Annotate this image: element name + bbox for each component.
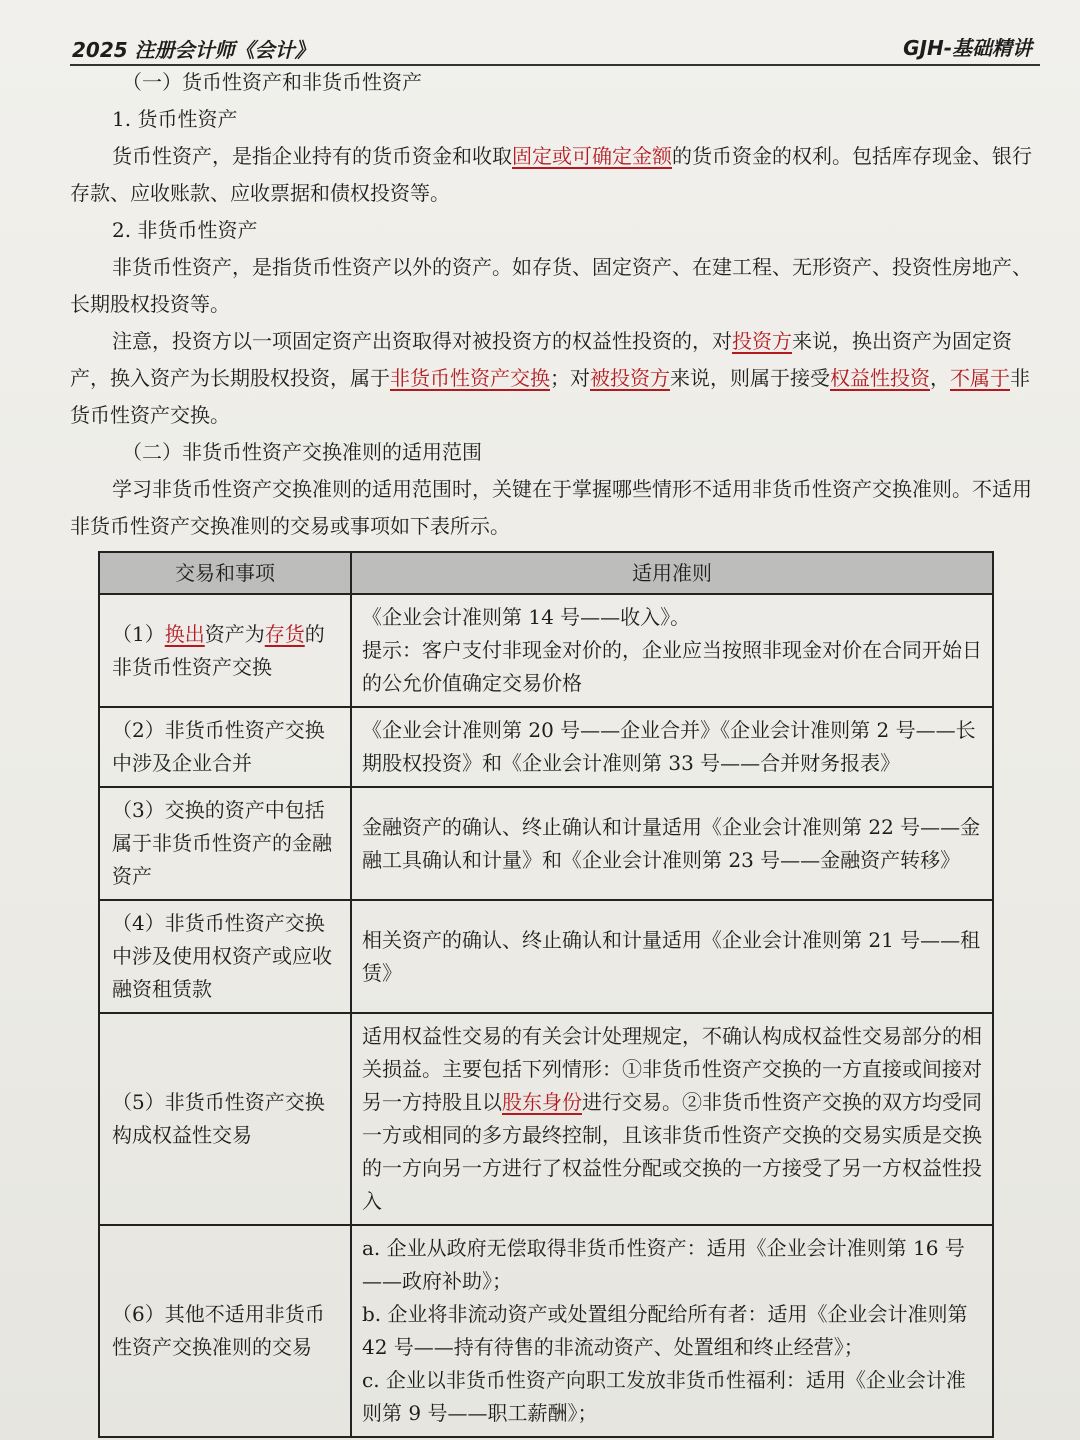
table-cell: （3）交换的资产中包括属于非货币性资产的金融资产 <box>99 787 351 900</box>
subheading-nonmonetary-assets: 2. 非货币性资产 <box>112 218 258 242</box>
highlight-not-belong: 不属于 <box>950 366 1010 390</box>
highlight-swap-out: 换出 <box>164 621 205 646</box>
paragraph-nonmonetary-assets: 非货币性资产，是指货币性资产以外的资产。如存货、固定资产、在建工程、无形资产、投资性房地产、长期股权投资等。 <box>70 255 1032 316</box>
table-row <box>99 1225 993 1437</box>
table-cell: 相关资产的确认、终止确认和计量适用《企业会计准则第 21 号——租赁》 <box>351 900 993 1013</box>
highlight-nonmonetary-exchange: 非货币性资产交换 <box>390 366 550 390</box>
table-row <box>99 594 993 707</box>
table-header-cell: 适用准则 <box>351 552 993 594</box>
section-heading-1: （一）货币性资产和非货币性资产 <box>122 70 422 94</box>
table-cell: 适用权益性交易的有关会计处理规定，不确认构成权益性交易部分的相关损益。主要包括下列情形：①非货币性资产交换的一方直接或间接对另一方持股且以股东身份进行交易。②非货币性资产交换的双方均受同一方或相同的多方最终控制，且该非货币性资产交换的交易实质是交换的一方向另一方进行了权益性分配或交换的一方接受了另一方权益性投入 <box>351 1013 993 1225</box>
table-header-cell: 交易和事项 <box>99 552 351 594</box>
header-course-label: GJH-基础精讲 <box>903 36 1032 60</box>
table-cell: （2）非货币性资产交换中涉及企业合并 <box>99 707 351 787</box>
table-cell: （1）换出资产为存货的非货币性资产交换 <box>99 594 351 707</box>
highlight-inventory: 存货 <box>264 621 305 646</box>
page-content <box>70 64 1045 1438</box>
paragraph-scope: 学习非货币性资产交换准则的适用范围时，关键在于掌握哪些情形不适用非货币性资产交换准则。不适用非货币性资产交换准则的交易或事项如下表所示。 <box>70 477 1032 538</box>
table-header-row <box>99 552 993 594</box>
table-cell: （4）非货币性资产交换中涉及使用权资产或应收融资租赁款 <box>99 900 351 1013</box>
paragraph-note: 注意，投资方以一项固定资产出资取得对被投资方的权益性投资的，对投资方来说，换出资产为固定资产，换入资产为长期股权投资，属于非货币性资产交换；对被投资方来说，则属于接受权益性投资，不属于非货币性资产交换。 <box>70 329 1030 427</box>
subheading-monetary-assets: 1. 货币性资产 <box>112 107 238 131</box>
highlight-investee: 被投资方 <box>590 366 670 390</box>
paragraph-monetary-assets: 货币性资产，是指企业持有的货币资金和收取固定或可确定金额的货币资金的权利。包括库存现金、银行存款、应收账款、应收票据和债权投资等。 <box>70 144 1032 205</box>
highlight-investor: 投资方 <box>732 329 792 353</box>
page-header <box>70 30 1040 66</box>
highlight-fixed-amount: 固定或可确定金额 <box>512 144 672 168</box>
table-row <box>99 900 993 1013</box>
table-cell: 《企业会计准则第 14 号——收入》。 提示：客户支付非现金对价的，企业应当按照非现金对价在合同开始日的公允价值确定交易价格 <box>351 594 993 707</box>
table-cell: （5）非货币性资产交换构成权益性交易 <box>99 1013 351 1225</box>
table-row <box>99 787 993 900</box>
table-cell: a. 企业从政府无偿取得非货币性资产：适用《企业会计准则第 16 号——政府补助》； b. 企业将非流动资产或处置组分配给所有者：适用《企业会计准则第 42 号——持有待售的非流动资产、处置组和终止经营》； c. 企业以非货币性资产向职工发放非货币性福利：适用《企业会计准则第 9 号——职工薪酬》； <box>351 1225 993 1437</box>
section-heading-2: （二）非货币性资产交换准则的适用范围 <box>122 440 482 464</box>
header-book-title: 2025 注册会计师《会计》 <box>72 38 315 62</box>
scope-table <box>98 551 994 1438</box>
table-cell: 《企业会计准则第 20 号——企业合并》《企业会计准则第 2 号——长期股权投资》和《企业会计准则第 33 号——合并财务报表》 <box>351 707 993 787</box>
table-row <box>99 707 993 787</box>
table-row <box>99 1013 993 1225</box>
highlight-shareholder: 股东身份 <box>502 1090 582 1114</box>
highlight-equity-investment: 权益性投资 <box>830 366 930 390</box>
table-cell: 金融资产的确认、终止确认和计量适用《企业会计准则第 22 号——金融工具确认和计量》和《企业会计准则第 23 号——金融资产转移》 <box>351 787 993 900</box>
table-cell: （6）其他不适用非货币性资产交换准则的交易 <box>99 1225 351 1437</box>
